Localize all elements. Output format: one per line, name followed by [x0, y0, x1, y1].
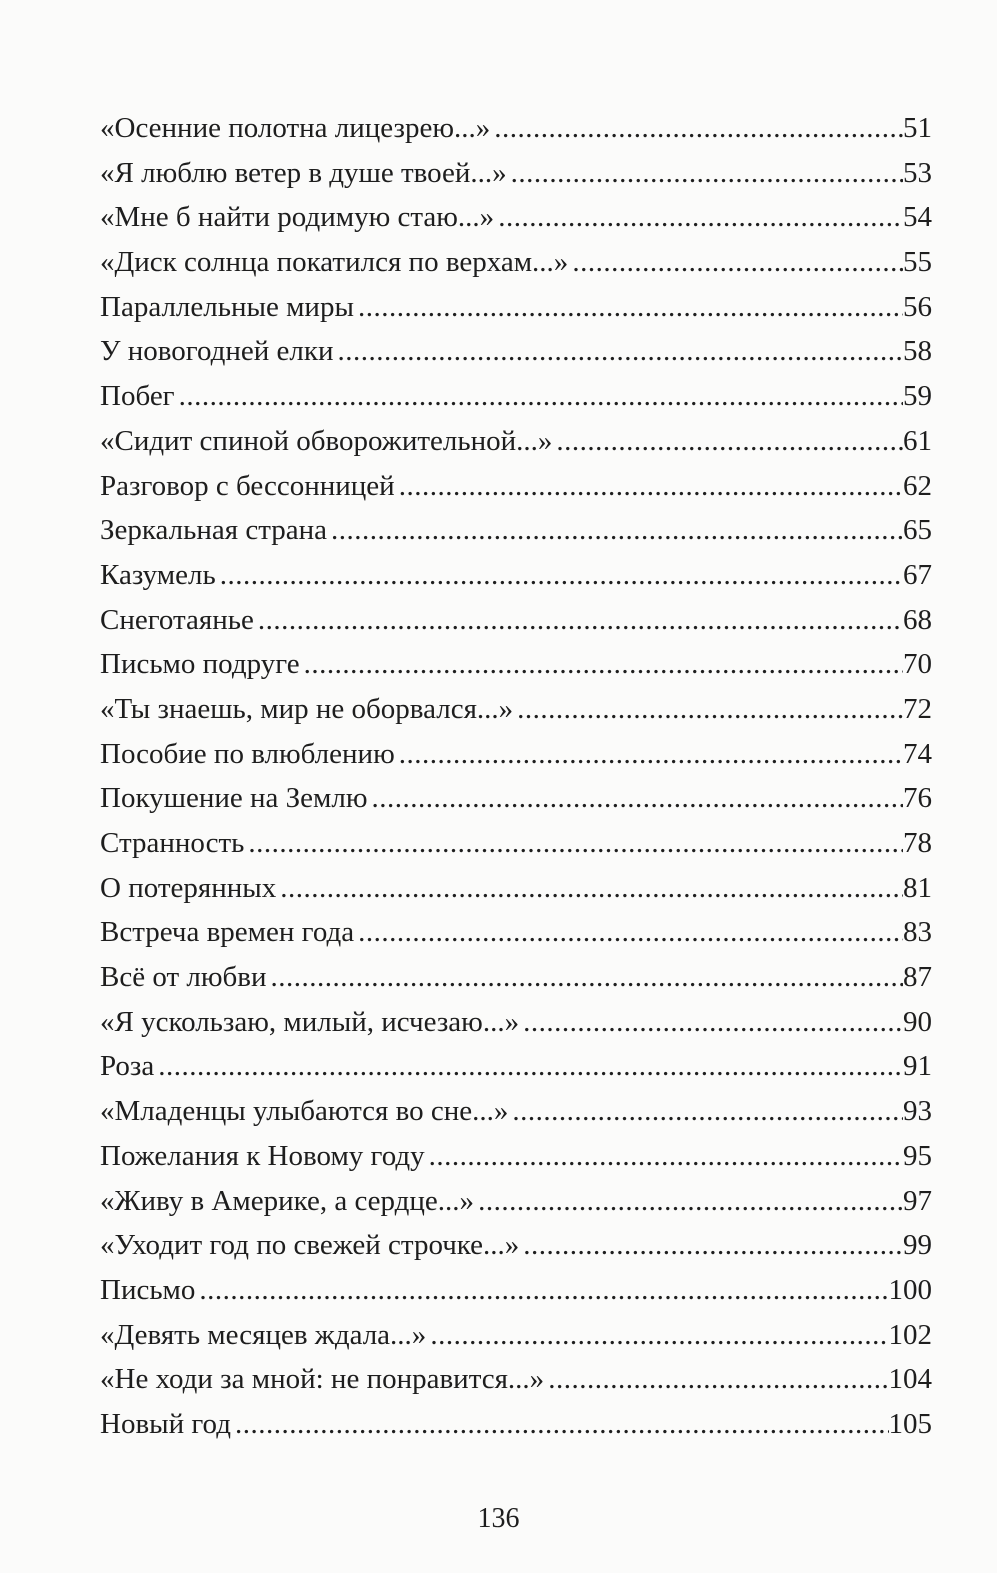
toc-entry-page: 90: [903, 1005, 932, 1038]
toc-dot-leader: [556, 419, 903, 463]
toc-entry-page: 100: [888, 1273, 932, 1306]
toc-entry: [100, 464, 932, 509]
toc-dot-leader: [338, 329, 903, 373]
toc-entry-page: 54: [903, 201, 932, 234]
toc-dot-leader: [511, 151, 903, 195]
toc-dot-leader: [220, 553, 903, 597]
toc-dot-leader: [399, 732, 903, 776]
toc-entry-title: Странность: [100, 827, 245, 859]
toc-entry-title: «Мне б найти родимую стаю...»: [100, 201, 495, 234]
toc-entry: [100, 866, 932, 911]
toc-dot-leader: [358, 910, 903, 954]
toc-entry-page: 99: [903, 1229, 932, 1262]
toc-entry-title: «Не ходи за мной: не понравится...»: [100, 1363, 545, 1396]
toc-entry: [100, 106, 932, 151]
toc-entry: [100, 955, 932, 1000]
page-number: 136: [477, 1503, 520, 1534]
toc-entry: [100, 776, 932, 821]
toc-entry-page: 65: [903, 514, 932, 547]
toc-entry-title: Всё от любви: [100, 961, 267, 994]
toc-entry: [100, 642, 932, 687]
toc-entry-title: «Я ускользаю, милый, исчезаю...»: [100, 1005, 520, 1038]
toc-entry: [100, 1357, 932, 1402]
toc-entry: [100, 1134, 932, 1179]
toc-entry-page: 76: [903, 782, 932, 815]
toc-dot-leader: [358, 285, 903, 329]
toc-entry: [100, 821, 932, 866]
toc-entry-title: Разговор с бессонницей: [100, 469, 395, 502]
toc-dot-leader: [258, 598, 903, 642]
toc-entry-page: 53: [903, 156, 932, 189]
toc-entry: [100, 151, 932, 196]
toc-entry-title: Роза: [100, 1050, 155, 1083]
toc-dot-leader: [548, 1357, 888, 1401]
toc-entry-page: 83: [903, 916, 932, 949]
toc-entry-page: 81: [903, 871, 932, 904]
table-of-contents: [100, 106, 932, 1447]
toc-dot-leader: [179, 374, 903, 418]
toc-dot-leader: [572, 240, 903, 284]
toc-entry-page: 58: [903, 335, 932, 368]
toc-entry-page: 59: [903, 380, 932, 413]
toc-dot-leader: [478, 1179, 903, 1223]
toc-entry-title: «Осенние полотна лицезрею...»: [100, 112, 491, 144]
toc-entry-title: «Девять месяцев ждала...»: [100, 1318, 427, 1351]
toc-entry-page: 72: [903, 692, 932, 725]
toc-entry-title: Пожелания к Новому году: [100, 1139, 425, 1172]
toc-entry: [100, 195, 932, 240]
toc-entry-title: «Диск солнца покатился по верхам...»: [100, 246, 569, 279]
toc-entry-page: 68: [903, 603, 932, 636]
toc-entry: [100, 553, 932, 598]
toc-entry-title: Пособие по влюблению: [100, 737, 395, 770]
toc-entry: [100, 1268, 932, 1313]
toc-entry-page: 74: [903, 737, 932, 770]
toc-entry-page: 97: [903, 1184, 932, 1217]
toc-dot-leader: [304, 642, 903, 686]
toc-entry: [100, 240, 932, 285]
toc-entry-title: У новогодней елки: [100, 335, 334, 368]
toc-dot-leader: [280, 866, 903, 910]
toc-entry: [100, 1402, 932, 1447]
toc-entry: [100, 910, 932, 955]
toc-entry-title: «Ты знаешь, мир не оборвался...»: [100, 692, 514, 725]
toc-dot-leader: [523, 1223, 903, 1267]
toc-dot-leader: [430, 1313, 888, 1357]
toc-dot-leader: [199, 1268, 888, 1312]
toc-entry-title: Побег: [100, 380, 175, 413]
toc-entry-page: 104: [888, 1363, 932, 1396]
toc-entry-title: Встреча времен года: [100, 916, 355, 949]
toc-entry: [100, 732, 932, 777]
toc-entry-page: 78: [903, 827, 932, 859]
toc-dot-leader: [523, 1000, 903, 1044]
toc-dot-leader: [158, 1044, 903, 1088]
toc-entry-page: 51: [903, 112, 932, 144]
toc-entry-title: «Младенцы улыбаются во сне...»: [100, 1095, 509, 1128]
toc-entry-page: 93: [903, 1095, 932, 1128]
toc-dot-leader: [331, 508, 903, 552]
toc-entry: [100, 285, 932, 330]
toc-entry-title: Снеготаянье: [100, 603, 254, 636]
toc-entry: [100, 419, 932, 464]
toc-entry-page: 70: [903, 648, 932, 681]
toc-entry-title: «Уходит год по свежей строчке...»: [100, 1229, 520, 1262]
toc-entry-title: «Я люблю ветер в душе твоей...»: [100, 156, 507, 189]
toc-entry-title: Письмо подруге: [100, 648, 300, 681]
toc-entry-title: Письмо: [100, 1273, 196, 1306]
toc-entry: [100, 508, 932, 553]
toc-entry: [100, 1223, 932, 1268]
toc-dot-leader: [517, 687, 903, 731]
toc-dot-leader: [429, 1134, 903, 1178]
toc-entry: [100, 1179, 932, 1224]
toc-entry-title: Параллельные миры: [100, 290, 354, 323]
toc-dot-leader: [372, 776, 903, 820]
toc-entry: [100, 1044, 932, 1089]
toc-entry-page: 91: [903, 1050, 932, 1083]
toc-entry: [100, 687, 932, 732]
toc-entry: [100, 1089, 932, 1134]
toc-entry-page: 102: [888, 1318, 932, 1351]
toc-entry-title: «Сидит спиной обворожительной...»: [100, 424, 553, 457]
toc-entry-page: 95: [903, 1139, 932, 1172]
toc-entry: [100, 329, 932, 374]
toc-entry: [100, 374, 932, 419]
toc-dot-leader: [494, 106, 903, 150]
toc-dot-leader: [498, 195, 903, 239]
toc-entry-page: 56: [903, 290, 932, 323]
toc-dot-leader: [270, 955, 903, 999]
toc-entry-title: Зеркальная страна: [100, 514, 328, 547]
toc-entry-title: «Живу в Америке, а сердце...»: [100, 1184, 475, 1217]
toc-entry-title: О потерянных: [100, 871, 277, 904]
toc-entry-title: Казумель: [100, 558, 216, 591]
toc-entry: [100, 1313, 932, 1358]
toc-entry: [100, 598, 932, 643]
toc-entry: [100, 1000, 932, 1045]
toc-entry-title: Новый год: [100, 1407, 231, 1440]
toc-dot-leader: [248, 821, 903, 865]
toc-dot-leader: [399, 464, 903, 508]
toc-entry-page: 87: [903, 961, 932, 994]
toc-entry-page: 62: [903, 469, 932, 502]
toc-entry-title: Покушение на Землю: [100, 782, 368, 815]
toc-entry-page: 67: [903, 558, 932, 591]
toc-entry-page: 55: [903, 246, 932, 279]
toc-dot-leader: [512, 1089, 903, 1133]
toc-dot-leader: [235, 1402, 889, 1446]
toc-entry-page: 105: [888, 1407, 932, 1440]
toc-entry-page: 61: [903, 424, 932, 457]
